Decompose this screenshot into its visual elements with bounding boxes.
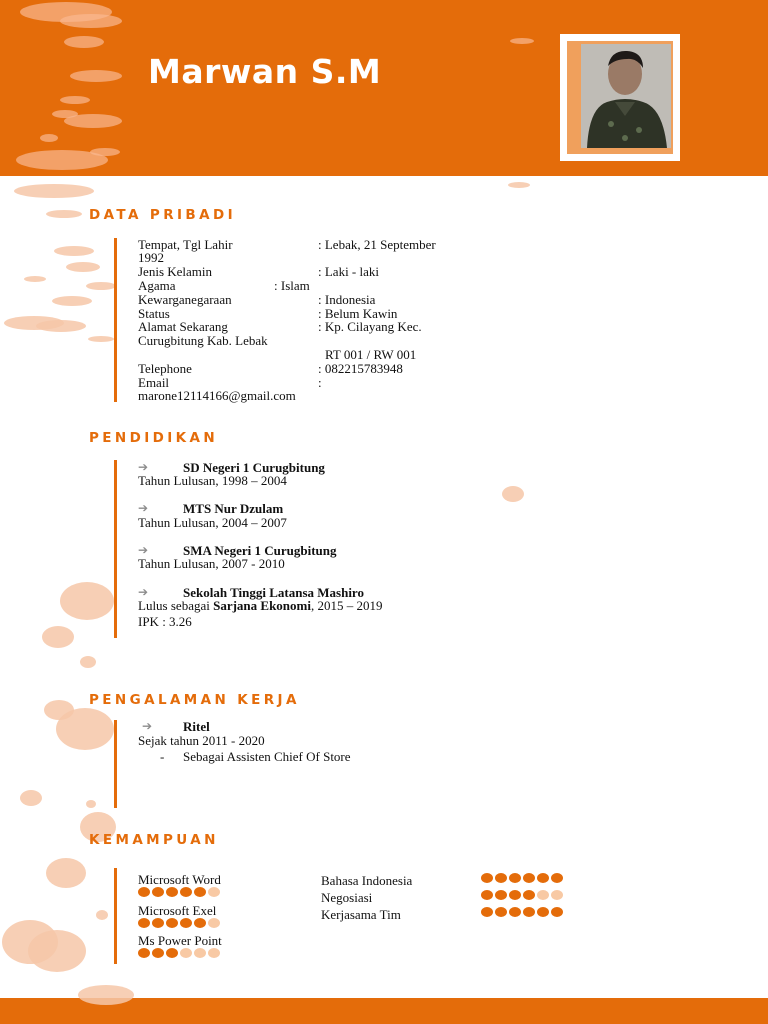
religion-value: : Islam: [274, 278, 310, 293]
rating-dot-filled: [509, 907, 521, 917]
email-colon: :: [318, 375, 322, 390]
arrow-right-icon: ➔: [138, 501, 149, 515]
section-bar-skills: [114, 868, 117, 964]
rating-dot-filled: [495, 890, 507, 900]
rating-dot-filled: [180, 918, 192, 928]
rating-dot-empty: [537, 890, 549, 900]
rating-dot-filled: [152, 948, 164, 958]
skill-name: Ms Power Point: [138, 933, 222, 948]
address-label: Alamat Sekarang: [138, 319, 228, 334]
section-bar-work: [114, 720, 117, 808]
rating-dot-filled: [509, 873, 521, 883]
citizenship-value: : Indonesia: [318, 292, 376, 307]
profile-photo-frame: [560, 34, 680, 161]
rating-dot-filled: [138, 948, 150, 958]
rating-dot-filled: [551, 907, 563, 917]
skill-name: Bahasa Indonesia: [321, 873, 413, 888]
birth-label: Tempat, Tgl Lahir: [138, 237, 233, 252]
section-title-education: PENDIDIKAN: [89, 430, 219, 446]
person-silhouette-icon: [581, 44, 671, 148]
rating-dot-filled: [551, 873, 563, 883]
work-role: Sebagai Assisten Chief Of Store: [183, 749, 351, 764]
rating-dot-filled: [495, 873, 507, 883]
school-name: Sekolah Tinggi Latansa Mashiro: [183, 585, 364, 600]
rating-dot-filled: [481, 907, 493, 917]
school-detail: Tahun Lulusan, 1998 – 2004: [138, 473, 287, 488]
rating-dot-filled: [138, 918, 150, 928]
work-period: Sejak tahun 2011 - 2020: [138, 733, 265, 748]
rating-dot-filled: [537, 907, 549, 917]
gender-value: : Laki - laki: [318, 264, 380, 279]
rating-dot-filled: [166, 948, 178, 958]
degree-title: Sarjana Ekonomi: [213, 598, 311, 613]
address-rt: RT 001 / RW 001: [325, 347, 417, 362]
rating-dot-filled: [481, 890, 493, 900]
skill-rating: [138, 948, 220, 958]
school-detail: Tahun Lulusan, 2007 - 2010: [138, 556, 285, 571]
religion-label: Agama: [138, 278, 176, 293]
arrow-right-icon: ➔: [142, 719, 153, 733]
arrow-right-icon: ➔: [138, 585, 149, 599]
role-dash: -: [160, 749, 165, 764]
section-title-skills: KEMAMPUAN: [89, 832, 219, 848]
section-title-work: PENGALAMAN KERJA: [89, 692, 300, 708]
rating-dot-filled: [152, 918, 164, 928]
skill-name: Kerjasama Tim: [321, 907, 401, 922]
skill-rating: [138, 887, 220, 897]
profile-photo: [581, 44, 671, 148]
status-label: Status: [138, 306, 170, 321]
skill-name: Microsoft Exel: [138, 903, 217, 918]
school-name: MTS Nur Dzulam: [183, 501, 284, 516]
rating-dot-filled: [523, 907, 535, 917]
status-value: : Belum Kawin: [318, 306, 398, 321]
rating-dot-filled: [166, 918, 178, 928]
arrow-right-icon: ➔: [138, 460, 149, 474]
rating-dot-filled: [180, 887, 192, 897]
rating-dot-empty: [551, 890, 563, 900]
rating-dot-filled: [166, 887, 178, 897]
gender-label: Jenis Kelamin: [138, 264, 213, 279]
gpa-value: IPK : 3.26: [138, 614, 192, 629]
rating-dot-filled: [523, 873, 535, 883]
rating-dot-filled: [481, 873, 493, 883]
rating-dot-empty: [208, 887, 220, 897]
rating-dot-filled: [523, 890, 535, 900]
address-cont: Curugbitung Kab. Lebak: [138, 333, 268, 348]
school-detail: [138, 599, 382, 613]
rating-dot-empty: [208, 918, 220, 928]
birth-value: : Lebak, 21 September: [318, 237, 436, 252]
citizenship-label: Kewarganegaraan: [138, 292, 232, 307]
section-title-personal: DATA PRIBADI: [89, 207, 236, 223]
full-name: Marwan S.M: [148, 52, 382, 91]
rating-dot-empty: [180, 948, 192, 958]
email-label: Email: [138, 375, 170, 390]
rating-dot-filled: [537, 873, 549, 883]
school-name: SD Negeri 1 Curugbitung: [183, 460, 325, 475]
section-bar-education: [114, 460, 117, 638]
skill-rating: [481, 890, 563, 900]
email-value[interactable]: marone12114166@gmail.com: [138, 388, 296, 403]
rating-dot-filled: [194, 918, 206, 928]
skill-name: Microsoft Word: [138, 872, 221, 887]
rating-dot-empty: [194, 948, 206, 958]
skill-rating: [481, 873, 563, 883]
school-name: SMA Negeri 1 Curugbitung: [183, 543, 337, 558]
phone-value: : 082215783948: [318, 361, 403, 376]
arrow-right-icon: ➔: [138, 543, 149, 557]
birth-value-cont: 1992: [138, 250, 164, 265]
rating-dot-empty: [208, 948, 220, 958]
address-value: : Kp. Cilayang Kec.: [318, 319, 422, 334]
skill-rating: [138, 918, 220, 928]
detail-suffix: , 2015 – 2019: [310, 598, 383, 613]
skill-rating: [481, 907, 563, 917]
school-detail: Tahun Lulusan, 2004 – 2007: [138, 515, 287, 530]
rating-dot-filled: [509, 890, 521, 900]
company-name: Ritel: [183, 719, 210, 734]
detail-prefix: Lulus sebagai: [138, 598, 214, 613]
rating-dot-filled: [194, 887, 206, 897]
phone-label: Telephone: [138, 361, 192, 376]
skill-name: Negosiasi: [321, 890, 373, 905]
section-bar-personal: [114, 238, 117, 402]
rating-dot-filled: [138, 887, 150, 897]
rating-dot-filled: [495, 907, 507, 917]
rating-dot-filled: [152, 887, 164, 897]
